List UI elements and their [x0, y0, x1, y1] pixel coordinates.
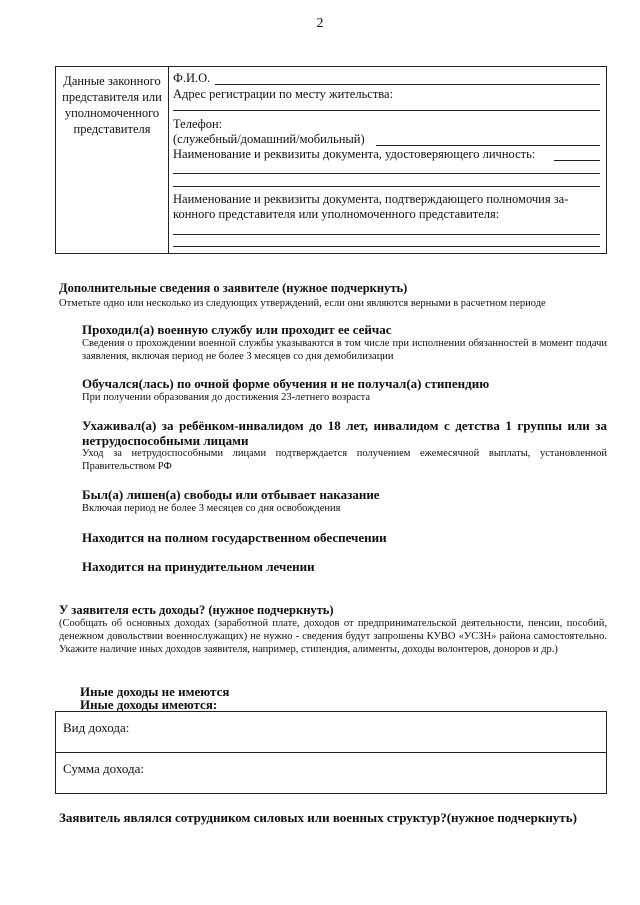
- fio-field[interactable]: [215, 84, 600, 85]
- phone-types-label: (служебный/домашний/мобильный): [173, 132, 365, 146]
- authority-doc-field-2[interactable]: [173, 246, 600, 247]
- fio-label: Ф.И.О.: [173, 71, 211, 85]
- authority-doc-label-1: Наименование и реквизиты документа, подтверждающего полномочия за-: [173, 192, 569, 206]
- income-table-divider: [56, 752, 606, 753]
- military-service-note: Сведения о прохождении военной службы указываются в том числе при исполнении обязанностей в момент подачи заявления, включая период не более 3 месяцев со дня демобилизации: [82, 338, 607, 362]
- representative-fields: [173, 67, 600, 253]
- income-note: (Сообщать об основных доходах (заработной плате, доходов от предпринимательской деятельности, пенсии, пособий, денежном довольствии военнослужащих) не нужно - сведения будут запрошены КУВО «УСЗН» района самостоятельно. Укажите наличие иных доходов заявителя, например, стипендия, алименты, доходы волонтеров, доноров и др.): [59, 618, 607, 655]
- state-support-option[interactable]: Находится на полном государственном обеспечении: [82, 530, 387, 545]
- full-time-study-note: При получении образования до достижения 23-летнего возраста: [82, 392, 371, 403]
- no-other-income-option[interactable]: Иные доходы не имеются: [80, 684, 230, 699]
- representative-table: [55, 66, 607, 254]
- additional-heading: Дополнительные сведения о заявителе (нужное подчеркнуть): [59, 281, 408, 295]
- address-field[interactable]: [173, 110, 600, 111]
- address-label: Адрес регистрации по месту жительства:: [173, 87, 394, 101]
- caregiver-option[interactable]: Ухаживал(а) за ребёнком-инвалидом до 18 лет, инвалидом с детства 1 группы или за нетрудоспособными лицами: [82, 418, 607, 448]
- income-details-table: [55, 711, 607, 794]
- phone-label: Телефон:: [173, 117, 223, 131]
- phone-field[interactable]: [376, 145, 600, 146]
- id-document-field-2[interactable]: [173, 186, 600, 187]
- income-heading: У заявителя есть доходы? (нужное подчеркнуть): [59, 603, 334, 617]
- additional-subheading: Отметьте одно или несколько из следующих утверждений, если они являются верными в расчетном периоде: [59, 298, 546, 309]
- representative-label: Данные законного представителя или уполномоченного представителя: [56, 67, 169, 253]
- military-service-option[interactable]: Проходил(а) военную службу или проходит ее сейчас: [82, 322, 392, 337]
- id-document-field-1[interactable]: [173, 173, 600, 174]
- income-type-label[interactable]: Вид дохода:: [63, 720, 130, 735]
- imprisonment-option[interactable]: Был(а) лишен(а) свободы или отбывает наказание: [82, 487, 380, 502]
- authority-doc-field-1[interactable]: [173, 234, 600, 235]
- imprisonment-note: Включая период не более 3 месяцев со дня освобождения: [82, 503, 341, 514]
- authority-doc-label-2: конного представителя или уполномоченного представителя:: [173, 207, 500, 221]
- security-heading: Заявитель являлся сотрудником силовых или военных структур?(нужное подчеркнуть): [59, 810, 577, 825]
- has-other-income-option[interactable]: Иные доходы имеются:: [80, 697, 218, 712]
- full-time-study-option[interactable]: Обучался(лась) по очной форме обучения и не получал(а) стипендию: [82, 376, 490, 391]
- page-number: 2: [316, 16, 324, 31]
- caregiver-note: Уход за нетрудоспособными лицами подтверждается получением ежемесячной выплаты, установленной Правительством РФ: [82, 448, 607, 472]
- compulsory-treatment-option[interactable]: Находится на принудительном лечении: [82, 559, 315, 574]
- id-document-label: Наименование и реквизиты документа, удостоверяющего личность:: [173, 147, 536, 161]
- id-document-field-short[interactable]: [554, 160, 600, 161]
- income-amount-label[interactable]: Сумма дохода:: [63, 761, 144, 776]
